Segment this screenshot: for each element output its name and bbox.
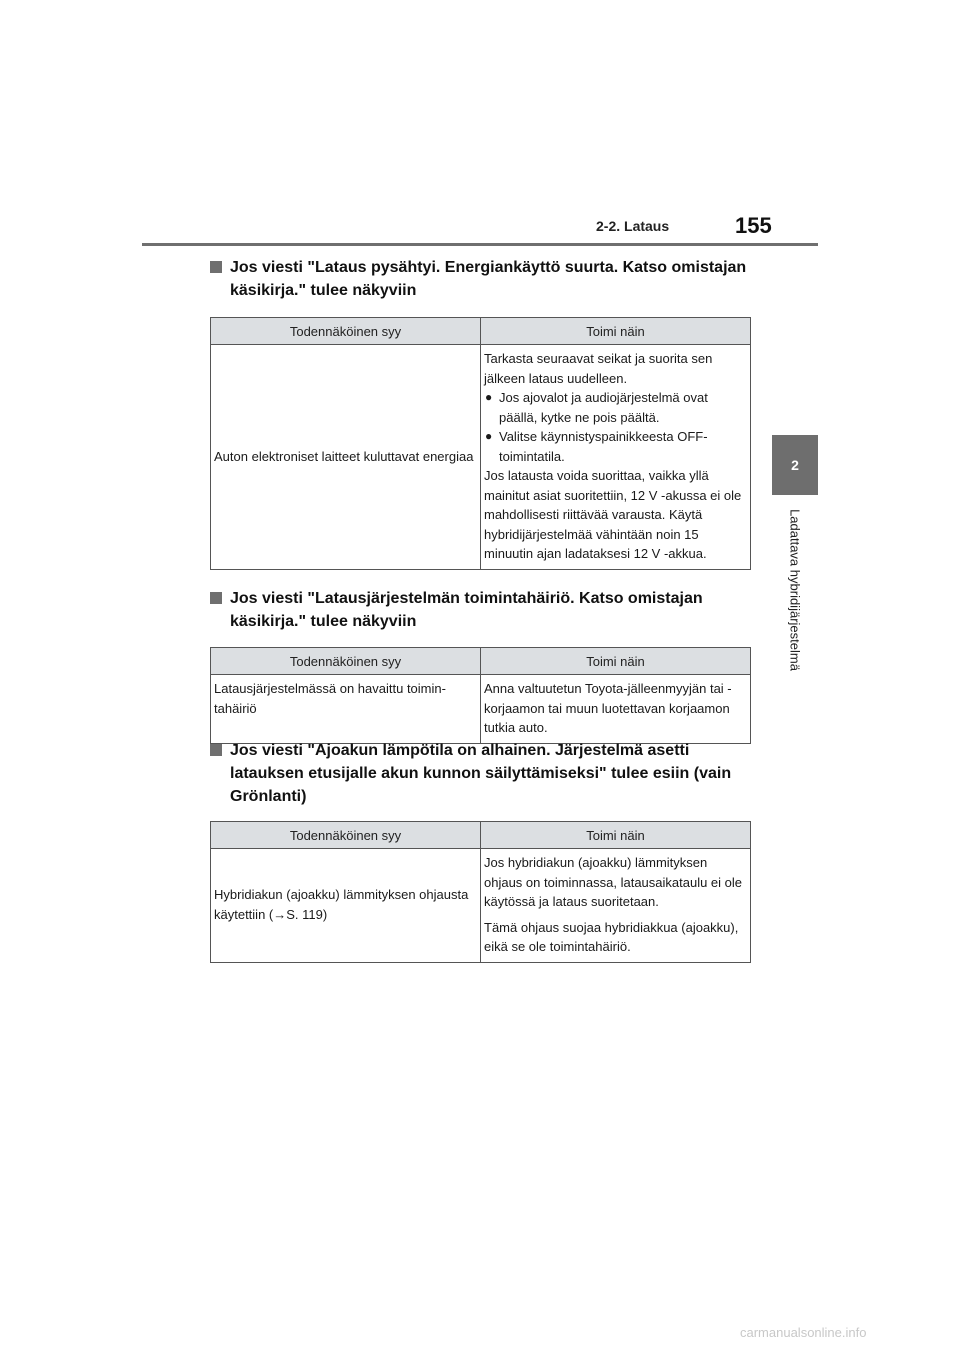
bullet-text: Valitse käynnistyspainikkeesta OFF-toimintatila.: [499, 429, 708, 464]
chapter-number: 2: [791, 457, 799, 473]
cause-cell: Hybridiakun (ajoakku) lämmityksen ohjausta käytettiin (→S. 119): [211, 849, 481, 963]
column-header-cause: Todennäköinen syy: [211, 822, 481, 849]
column-header-cause: Todennäköinen syy: [211, 648, 481, 675]
table-header-row: [211, 822, 751, 849]
info-table: [210, 317, 751, 570]
square-marker-icon: [210, 261, 222, 273]
action-cell: Anna valtuutetun Toyota-jälleenmyyjän tai -korjaamon tai muun luotettavan korjaamon tutkia auto.: [481, 675, 751, 744]
action-outro: Jos latausta voida suorittaa, vaikka yllä mainitut asiat suoritettiin, 12 V -akussa ei ole mahdollisesti riittävää varausta. Käytä hybridijärjestelmää vähintään noin 15 minuutin ajan ladataksesi 12 V -akkua.: [484, 468, 742, 561]
info-table: [210, 821, 751, 963]
table-header-row: [211, 318, 751, 345]
action-cell: [481, 345, 751, 570]
section-heading: [210, 587, 750, 633]
section-system-malfunction: [210, 587, 750, 744]
square-marker-icon: [210, 744, 222, 756]
list-item: [484, 388, 746, 427]
section-heading: [210, 256, 750, 302]
chapter-title: Ladattava hybridijärjestelmä: [787, 509, 803, 671]
action-paragraph: Jos hybridiakun (ajoakku) lämmityksen ohjaus on toiminnassa, latausaikataulu ei ole käytössä ja lataus suoritetaan.: [484, 855, 743, 909]
action-intro: Tarkasta seuraavat seikat ja suorita sen jälkeen lataus uudelleen.: [484, 351, 713, 386]
column-header-cause: Todennäköinen syy: [211, 318, 481, 345]
header-rule: [142, 243, 818, 246]
heading-text: Jos viesti "Ajoakun lämpötila on alhainen. Järjestelmä asetti latauksen etusijalle akun kunnon säilyttämiseksi" tulee esiin (vain Grönlanti): [230, 742, 732, 805]
table-row: [211, 345, 751, 570]
section-heading: [210, 739, 750, 808]
bullet-list: [484, 388, 746, 466]
column-header-action: Toimi näin: [481, 318, 751, 345]
info-table: [210, 647, 751, 744]
heading-text: Jos viesti "Latausjärjestelmän toimintahäiriö. Katso omistajan käsikirja." tulee näkyviin: [230, 590, 703, 630]
column-header-action: Toimi näin: [481, 648, 751, 675]
action-paragraph: Tämä ohjaus suojaa hybridiakkua (ajoakku), eikä se ole toimintahäiriö.: [484, 919, 739, 954]
table-row: [211, 675, 751, 744]
column-header-action: Toimi näin: [481, 822, 751, 849]
table-row: [211, 849, 751, 963]
cause-cell: Auton elektroniset laitteet kuluttavat energiaa: [211, 345, 481, 570]
cause-cell: Latausjärjestelmässä on havaittu toimin-tahäiriö: [211, 675, 481, 744]
heading-text: Jos viesti "Lataus pysähtyi. Energiankäyttö suurta. Katso omistajan käsikirja." tulee näkyviin: [230, 259, 747, 299]
section-label: 2-2. Lataus: [596, 218, 670, 234]
section-low-temperature: [210, 739, 750, 963]
table-header-row: [211, 648, 751, 675]
bullet-icon: ●: [485, 429, 493, 443]
square-marker-icon: [210, 592, 222, 604]
section-charging-stopped: [210, 256, 750, 570]
chapter-tab: [772, 435, 818, 495]
page-number: 155: [735, 213, 772, 238]
bullet-icon: ●: [485, 390, 493, 404]
watermark: carmanualsonline.info: [740, 1325, 867, 1340]
list-item: [484, 427, 746, 466]
bullet-text: Jos ajovalot ja audiojärjestelmä ovat päällä, kytke ne pois päältä.: [499, 390, 708, 425]
action-cell: [481, 849, 751, 963]
